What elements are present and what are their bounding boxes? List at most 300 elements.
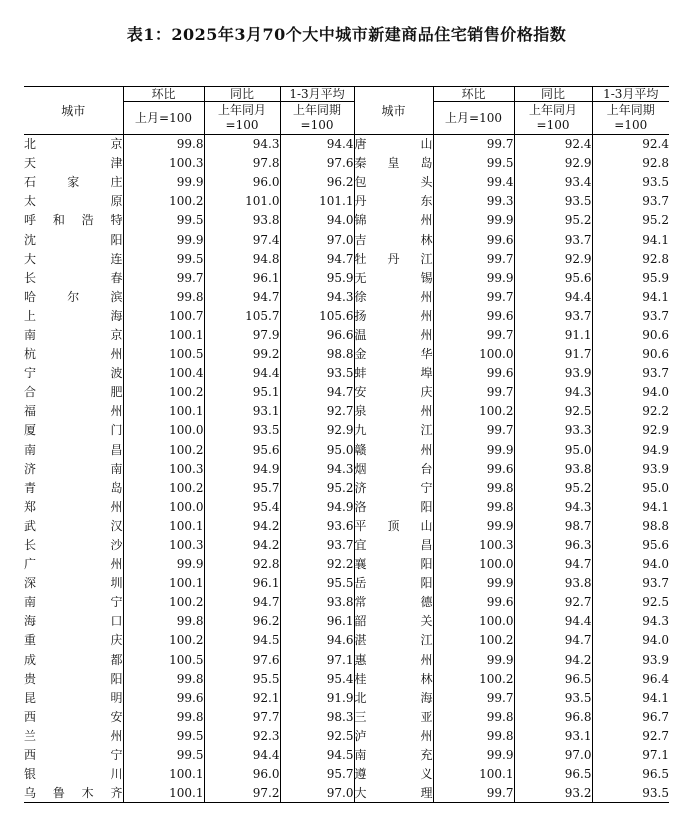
table-row (24, 287, 669, 306)
right-avg-value: 94.9 (592, 440, 669, 459)
table-row (24, 211, 669, 230)
right-city-name: 三亚 (354, 707, 433, 726)
right-mom-value: 99.7 (433, 784, 514, 803)
left-yoy-value: 95.1 (204, 383, 280, 402)
right-city-name: 湛江 (354, 631, 433, 650)
right-yoy-value: 92.7 (514, 593, 592, 612)
right-avg-value: 94.1 (592, 230, 669, 249)
left-mom-value: 100.0 (123, 497, 204, 516)
right-city-name: 泸州 (354, 726, 433, 745)
right-yoy-value: 93.5 (514, 192, 592, 211)
left-mom-value: 99.5 (123, 746, 204, 765)
left-yoy-value: 94.5 (204, 631, 280, 650)
left-mom-value: 99.9 (123, 555, 204, 574)
header-avg-left: 1-3月平均 (280, 87, 354, 102)
left-mom-value: 100.1 (123, 516, 204, 535)
right-avg-value: 92.9 (592, 421, 669, 440)
table-row (24, 746, 669, 765)
right-yoy-value: 93.1 (514, 726, 592, 745)
left-avg-value: 105.6 (280, 306, 354, 325)
left-avg-value: 97.1 (280, 650, 354, 669)
left-city-name: 天津 (24, 156, 123, 171)
right-mom-value: 99.7 (433, 421, 514, 440)
right-mom-value: 99.6 (433, 593, 514, 612)
left-city-name: 深圳 (24, 576, 123, 591)
left-city-name: 兰州 (24, 728, 123, 743)
right-city-name: 平顶山 (354, 516, 433, 535)
right-avg-value: 94.1 (592, 287, 669, 306)
left-avg-value: 93.6 (280, 516, 354, 535)
left-avg-value: 95.4 (280, 669, 354, 688)
left-avg-value: 95.7 (280, 765, 354, 784)
table-row (24, 154, 669, 173)
right-city-name: 吉林 (354, 230, 433, 249)
left-city-name: 济南 (24, 461, 123, 476)
left-mom-value: 99.8 (123, 287, 204, 306)
right-avg-value: 92.8 (592, 249, 669, 268)
left-avg-value: 98.8 (280, 345, 354, 364)
right-avg-value: 95.2 (592, 211, 669, 230)
right-yoy-value: 95.2 (514, 478, 592, 497)
table-row (24, 574, 669, 593)
right-city-name: 济宁 (354, 478, 433, 497)
table-row (24, 249, 669, 268)
left-avg-value: 96.6 (280, 325, 354, 344)
right-mom-value: 99.9 (433, 440, 514, 459)
left-avg-value: 94.9 (280, 497, 354, 516)
right-city-name: 无锡 (354, 268, 433, 287)
left-city-name: 西安 (24, 709, 123, 724)
right-yoy-value: 93.4 (514, 173, 592, 192)
left-mom-value: 100.2 (123, 383, 204, 402)
right-mom-value: 99.5 (433, 154, 514, 173)
table-row (24, 325, 669, 344)
left-city-name: 重庆 (24, 633, 123, 648)
header-mom-sub-right: 上月=100 (433, 102, 514, 135)
table-row (24, 364, 669, 383)
right-mom-value: 99.6 (433, 230, 514, 249)
right-city-name: 惠州 (354, 650, 433, 669)
table-row (24, 345, 669, 364)
left-yoy-value: 94.3 (204, 135, 280, 154)
right-city-name: 烟台 (354, 459, 433, 478)
left-avg-value: 92.9 (280, 421, 354, 440)
left-mom-value: 100.7 (123, 306, 204, 325)
right-mom-value: 99.6 (433, 459, 514, 478)
table-row (24, 765, 669, 784)
right-yoy-value: 93.3 (514, 421, 592, 440)
right-mom-value: 100.0 (433, 612, 514, 631)
right-avg-value: 95.6 (592, 535, 669, 554)
table-row (24, 192, 669, 211)
right-avg-value: 93.7 (592, 364, 669, 383)
left-city-name: 郑州 (24, 499, 123, 514)
left-avg-value: 94.3 (280, 287, 354, 306)
table-row (24, 306, 669, 325)
right-city-name: 金华 (354, 345, 433, 364)
left-yoy-value: 93.8 (204, 211, 280, 230)
left-city-name: 福州 (24, 404, 123, 419)
left-city-name: 长沙 (24, 538, 123, 553)
right-mom-value: 99.9 (433, 650, 514, 669)
left-yoy-value: 97.8 (204, 154, 280, 173)
left-yoy-value: 93.5 (204, 421, 280, 440)
left-yoy-value: 96.0 (204, 765, 280, 784)
left-avg-value: 96.2 (280, 173, 354, 192)
right-avg-value: 93.9 (592, 650, 669, 669)
right-city-name: 宜昌 (354, 535, 433, 554)
left-yoy-value: 94.4 (204, 364, 280, 383)
table-row (24, 726, 669, 745)
right-mom-value: 100.2 (433, 402, 514, 421)
left-mom-value: 100.1 (123, 325, 204, 344)
right-city-name: 南充 (354, 746, 433, 765)
left-mom-value: 100.3 (123, 459, 204, 478)
header-mom-left: 环比 (123, 87, 204, 102)
right-mom-value: 99.9 (433, 574, 514, 593)
left-avg-value: 94.0 (280, 211, 354, 230)
right-yoy-value: 94.2 (514, 650, 592, 669)
left-city-name: 青岛 (24, 480, 123, 495)
left-yoy-value: 105.7 (204, 306, 280, 325)
left-yoy-value: 94.7 (204, 287, 280, 306)
right-avg-value: 96.4 (592, 669, 669, 688)
left-yoy-value: 94.4 (204, 746, 280, 765)
right-mom-value: 99.8 (433, 497, 514, 516)
table-row (24, 688, 669, 707)
right-city-name: 扬州 (354, 306, 433, 325)
right-avg-value: 92.4 (592, 135, 669, 154)
left-yoy-value: 92.3 (204, 726, 280, 745)
table-row (24, 593, 669, 612)
left-city-name: 长春 (24, 270, 123, 285)
left-city-name: 银川 (24, 767, 123, 782)
left-city-name: 合肥 (24, 385, 123, 400)
left-yoy-value: 96.0 (204, 173, 280, 192)
left-avg-value: 97.6 (280, 154, 354, 173)
right-yoy-value: 94.4 (514, 612, 592, 631)
left-mom-value: 100.2 (123, 631, 204, 650)
right-yoy-value: 95.0 (514, 440, 592, 459)
page-title: 表1：2025年3月70个大中城市新建商品住宅销售价格指数 (126, 25, 567, 44)
right-city-name: 遵义 (354, 765, 433, 784)
left-city-name: 太原 (24, 194, 123, 209)
header-mom-right: 环比 (433, 87, 514, 102)
left-mom-value: 100.4 (123, 364, 204, 383)
right-yoy-value: 91.1 (514, 325, 592, 344)
header-mom-sub-left: 上月=100 (123, 102, 204, 135)
header-avg-sub-left: 上年同期 =100 (280, 102, 354, 135)
right-yoy-value: 94.3 (514, 383, 592, 402)
left-city-name: 海口 (24, 614, 123, 629)
right-avg-value: 90.6 (592, 325, 669, 344)
left-mom-value: 100.2 (123, 478, 204, 497)
right-mom-value: 99.6 (433, 364, 514, 383)
left-yoy-value: 94.9 (204, 459, 280, 478)
left-avg-value: 94.5 (280, 746, 354, 765)
left-yoy-value: 97.2 (204, 784, 280, 803)
right-mom-value: 99.9 (433, 516, 514, 535)
right-avg-value: 97.1 (592, 746, 669, 765)
header-yoy-sub-left: 上年同月 =100 (204, 102, 280, 135)
left-avg-value: 97.0 (280, 784, 354, 803)
table-row (24, 383, 669, 402)
left-city-name: 南宁 (24, 595, 123, 610)
right-mom-value: 99.7 (433, 325, 514, 344)
left-mom-value: 100.1 (123, 574, 204, 593)
left-city-name: 贵阳 (24, 671, 123, 686)
left-city-name: 成都 (24, 652, 123, 667)
left-yoy-value: 94.7 (204, 593, 280, 612)
left-mom-value: 99.6 (123, 688, 204, 707)
header-yoy-right: 同比 (514, 87, 592, 102)
right-mom-value: 99.7 (433, 135, 514, 154)
right-yoy-value: 93.5 (514, 688, 592, 707)
table-row (24, 516, 669, 535)
table-row (24, 650, 669, 669)
right-mom-value: 99.8 (433, 726, 514, 745)
right-mom-value: 99.7 (433, 287, 514, 306)
price-index-table (24, 86, 669, 803)
right-avg-value: 93.7 (592, 306, 669, 325)
right-yoy-value: 92.9 (514, 249, 592, 268)
right-yoy-value: 96.3 (514, 535, 592, 554)
right-avg-value: 92.7 (592, 726, 669, 745)
right-city-name: 岳阳 (354, 574, 433, 593)
right-avg-value: 93.5 (592, 173, 669, 192)
right-yoy-value: 93.7 (514, 306, 592, 325)
left-mom-value: 100.0 (123, 421, 204, 440)
right-city-name: 锦州 (354, 211, 433, 230)
left-mom-value: 99.8 (123, 135, 204, 154)
left-yoy-value: 92.1 (204, 688, 280, 707)
left-yoy-value: 94.2 (204, 535, 280, 554)
left-mom-value: 100.3 (123, 154, 204, 173)
left-city-name: 厦门 (24, 423, 123, 438)
left-city-name: 西宁 (24, 748, 123, 763)
right-city-name: 常德 (354, 593, 433, 612)
right-mom-value: 100.3 (433, 535, 514, 554)
left-mom-value: 100.2 (123, 440, 204, 459)
right-yoy-value: 96.5 (514, 669, 592, 688)
left-yoy-value: 95.4 (204, 497, 280, 516)
right-mom-value: 100.0 (433, 555, 514, 574)
right-mom-value: 100.0 (433, 345, 514, 364)
right-mom-value: 99.7 (433, 383, 514, 402)
left-yoy-value: 92.8 (204, 555, 280, 574)
left-city-name: 广州 (24, 557, 123, 572)
left-city-name: 石家庄 (24, 175, 123, 190)
right-city-name: 包头 (354, 173, 433, 192)
right-city-name: 温州 (354, 325, 433, 344)
left-avg-value: 94.6 (280, 631, 354, 650)
right-city-name: 韶关 (354, 612, 433, 631)
left-mom-value: 99.9 (123, 173, 204, 192)
right-yoy-value: 96.5 (514, 765, 592, 784)
left-yoy-value: 96.2 (204, 612, 280, 631)
right-avg-value: 92.8 (592, 154, 669, 173)
left-mom-value: 99.9 (123, 230, 204, 249)
left-mom-value: 99.8 (123, 669, 204, 688)
table-row (24, 707, 669, 726)
right-avg-value: 94.0 (592, 631, 669, 650)
left-mom-value: 100.2 (123, 593, 204, 612)
left-yoy-value: 97.7 (204, 707, 280, 726)
left-city-name: 宁波 (24, 366, 123, 381)
right-city-name: 蚌埠 (354, 364, 433, 383)
left-city-name: 呼和浩特 (24, 213, 123, 228)
table-row (24, 631, 669, 650)
table-row (24, 478, 669, 497)
header-yoy-sub-right: 上年同月 =100 (514, 102, 592, 135)
right-mom-value: 99.8 (433, 478, 514, 497)
right-city-name: 赣州 (354, 440, 433, 459)
right-city-name: 洛阳 (354, 497, 433, 516)
right-yoy-value: 92.5 (514, 402, 592, 421)
right-yoy-value: 93.8 (514, 459, 592, 478)
left-avg-value: 95.0 (280, 440, 354, 459)
left-yoy-value: 99.2 (204, 345, 280, 364)
right-yoy-value: 93.7 (514, 230, 592, 249)
right-yoy-value: 93.8 (514, 574, 592, 593)
right-yoy-value: 95.2 (514, 211, 592, 230)
right-avg-value: 95.0 (592, 478, 669, 497)
left-avg-value: 101.1 (280, 192, 354, 211)
left-city-name: 沈阳 (24, 232, 123, 247)
left-avg-value: 96.1 (280, 612, 354, 631)
left-yoy-value: 97.6 (204, 650, 280, 669)
right-city-name: 徐州 (354, 287, 433, 306)
right-city-name: 唐山 (354, 135, 433, 154)
right-yoy-value: 92.4 (514, 135, 592, 154)
right-avg-value: 90.6 (592, 345, 669, 364)
left-avg-value: 94.3 (280, 459, 354, 478)
left-avg-value: 93.8 (280, 593, 354, 612)
left-yoy-value: 94.8 (204, 249, 280, 268)
table-row (24, 402, 669, 421)
table-row (24, 230, 669, 249)
table-row (24, 459, 669, 478)
left-mom-value: 100.5 (123, 345, 204, 364)
right-yoy-value: 96.8 (514, 707, 592, 726)
left-city-name: 大连 (24, 251, 123, 266)
left-avg-value: 94.7 (280, 383, 354, 402)
right-city-name: 牡丹江 (354, 249, 433, 268)
right-mom-value: 99.8 (433, 707, 514, 726)
right-avg-value: 96.7 (592, 707, 669, 726)
left-avg-value: 95.5 (280, 574, 354, 593)
right-yoy-value: 92.9 (514, 154, 592, 173)
table-row (24, 555, 669, 574)
right-city-name: 秦皇岛 (354, 154, 433, 173)
left-avg-value: 92.7 (280, 402, 354, 421)
right-avg-value: 94.0 (592, 555, 669, 574)
left-mom-value: 100.1 (123, 765, 204, 784)
right-city-name: 大理 (354, 784, 433, 803)
left-yoy-value: 101.0 (204, 192, 280, 211)
left-city-name: 哈尔滨 (24, 289, 123, 304)
left-yoy-value: 95.5 (204, 669, 280, 688)
left-city-name: 上海 (24, 308, 123, 323)
left-city-name: 乌鲁木齐 (24, 785, 123, 800)
left-mom-value: 100.1 (123, 784, 204, 803)
left-city-name: 南京 (24, 327, 123, 342)
right-yoy-value: 98.7 (514, 516, 592, 535)
right-city-name: 九江 (354, 421, 433, 440)
left-mom-value: 99.8 (123, 707, 204, 726)
right-avg-value: 93.5 (592, 784, 669, 803)
left-mom-value: 99.5 (123, 726, 204, 745)
left-avg-value: 92.5 (280, 726, 354, 745)
table-row (24, 421, 669, 440)
right-city-name: 桂林 (354, 669, 433, 688)
left-avg-value: 98.3 (280, 707, 354, 726)
right-city-name: 北海 (354, 688, 433, 707)
left-mom-value: 99.5 (123, 249, 204, 268)
right-avg-value: 93.9 (592, 459, 669, 478)
header-avg-sub-right: 上年同期 =100 (592, 102, 669, 135)
left-yoy-value: 95.7 (204, 478, 280, 497)
right-mom-value: 100.2 (433, 669, 514, 688)
left-avg-value: 91.9 (280, 688, 354, 707)
table-row (24, 268, 669, 287)
left-avg-value: 95.2 (280, 478, 354, 497)
left-yoy-value: 93.1 (204, 402, 280, 421)
right-mom-value: 99.9 (433, 211, 514, 230)
right-yoy-value: 95.6 (514, 268, 592, 287)
right-yoy-value: 94.7 (514, 555, 592, 574)
right-avg-value: 96.5 (592, 765, 669, 784)
header-city-right: 城市 (354, 87, 433, 135)
left-yoy-value: 95.6 (204, 440, 280, 459)
table-body (24, 135, 669, 803)
left-city-name: 北京 (24, 137, 123, 152)
header-avg-right: 1-3月平均 (592, 87, 669, 102)
left-avg-value: 94.7 (280, 249, 354, 268)
table-row (24, 784, 669, 803)
right-mom-value: 99.7 (433, 688, 514, 707)
right-avg-value: 93.7 (592, 192, 669, 211)
right-yoy-value: 94.4 (514, 287, 592, 306)
right-mom-value: 100.1 (433, 765, 514, 784)
left-mom-value: 100.3 (123, 535, 204, 554)
right-avg-value: 98.8 (592, 516, 669, 535)
table-row (24, 135, 669, 154)
right-mom-value: 99.3 (433, 192, 514, 211)
left-mom-value: 100.1 (123, 402, 204, 421)
right-city-name: 安庆 (354, 383, 433, 402)
left-yoy-value: 96.1 (204, 574, 280, 593)
right-city-name: 丹东 (354, 192, 433, 211)
left-avg-value: 93.7 (280, 535, 354, 554)
table-row (24, 535, 669, 554)
right-avg-value: 94.0 (592, 383, 669, 402)
right-avg-value: 92.2 (592, 402, 669, 421)
left-yoy-value: 97.9 (204, 325, 280, 344)
left-mom-value: 100.2 (123, 192, 204, 211)
left-mom-value: 99.8 (123, 612, 204, 631)
right-mom-value: 99.6 (433, 306, 514, 325)
left-mom-value: 99.7 (123, 268, 204, 287)
table-row (24, 669, 669, 688)
left-mom-value: 100.5 (123, 650, 204, 669)
right-mom-value: 99.9 (433, 746, 514, 765)
left-avg-value: 94.4 (280, 135, 354, 154)
right-mom-value: 100.2 (433, 631, 514, 650)
right-avg-value: 94.3 (592, 612, 669, 631)
right-avg-value: 94.1 (592, 497, 669, 516)
right-mom-value: 99.9 (433, 268, 514, 287)
